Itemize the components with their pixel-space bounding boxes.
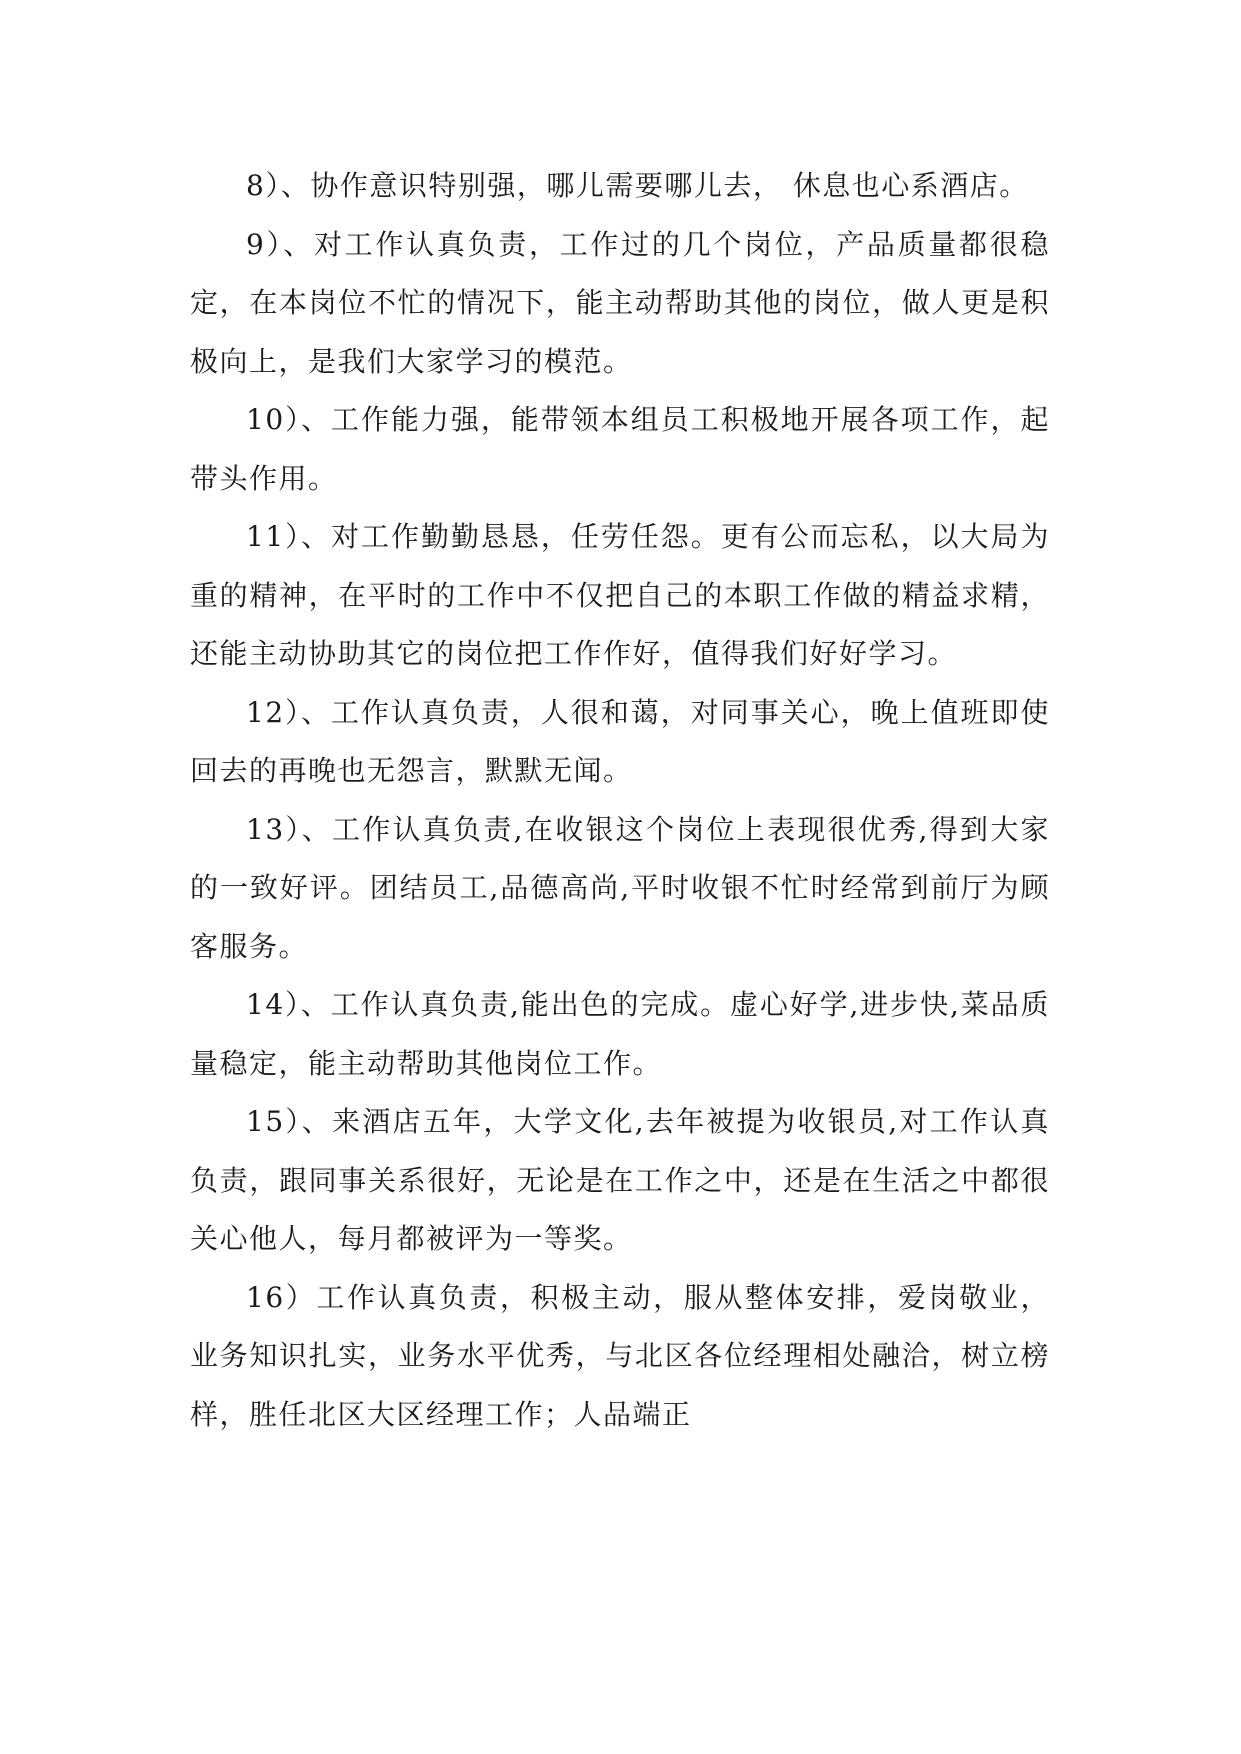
paragraph-15: 15）、来酒店五年，大学文化,去年被提为收银员,对工作认真负责，跟同事关系很好，无论是在工作之中，还是在生活之中都很关心他人，每月都被评为一等奖。 — [190, 1105, 1050, 1255]
paragraph-8: 8）、协作意识特别强，哪儿需要哪儿去， 休息也心系酒店。 — [246, 169, 1029, 202]
paragraph-13: 13）、工作认真负责,在收银这个岗位上表现很优秀,得到大家的一致好评。团结员工,品德高尚,平时收银不忙时经常到前厅为顾客服务。 — [190, 812, 1050, 963]
paragraph-12: 12）、工作认真负责，人很和蔼，对同事关心，晚上值班即使回去的再晚也无怨言，默默无闻。 — [190, 695, 1050, 787]
paragraph-9: 9）、对工作认真负责，工作过的几个岗位，产品质量都很稳定，在本岗位不忙的情况下，能主动帮助其他的岗位，做人更是积极向上，是我们大家学习的模范。 — [190, 227, 1050, 378]
paragraph-10: 10）、工作能力强，能带领本组员工积极地开展各项工作，起带头作用。 — [190, 403, 1050, 495]
paragraph-14: 14）、工作认真负责,能出色的完成。虚心好学,进步快,菜品质量稳定，能主动帮助其他岗位工作。 — [190, 988, 1050, 1080]
paragraph-11: 11）、对工作勤勤恳恳，任劳任怨。更有公而忘私，以大局为重的精神，在平时的工作中不仅把自己的本职工作做的精益求精，还能主动协助其它的岗位把工作作好，值得我们好好学习。 — [190, 520, 1050, 670]
document-body — [190, 157, 1050, 1444]
paragraph-16: 16）工作认真负责，积极主动，服从整体安排，爱岗敬业，业务知识扎实，业务水平优秀，与北区各位经理相处融洽，树立榜样，胜任北区大区经理工作；人品端正 — [190, 1280, 1050, 1431]
